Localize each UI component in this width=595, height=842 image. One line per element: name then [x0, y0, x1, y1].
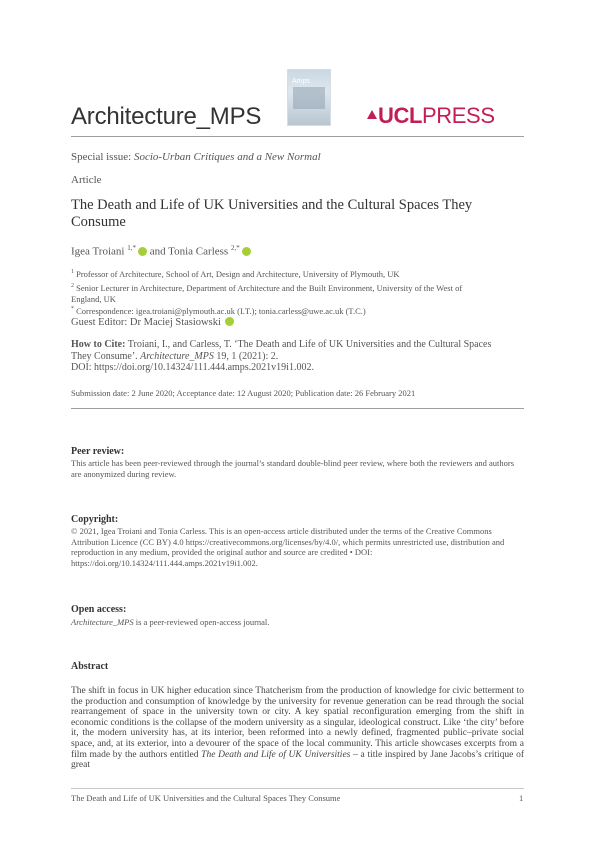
peer-review-text: This article has been peer-reviewed through the journal’s standard double-blind peer review, where both the reviewers and authors are anonymized during review. [71, 458, 515, 479]
dates-divider [71, 408, 524, 409]
article-type: Article [71, 174, 102, 186]
open-access-text: Architecture_MPS is a peer-reviewed open-access journal. [71, 617, 270, 627]
authors: Igea Troiani $^{1,*}$ and Tonia Carless $^{2,*}$ [71, 242, 251, 258]
copyright-heading: Copyright: [71, 514, 119, 525]
page-number: 1 [519, 793, 524, 803]
ucl-triangle-icon [367, 110, 377, 119]
open-access-heading: Open access: [71, 604, 127, 615]
affiliation-item: $^1$ Professor of Architecture, School of Art, Design and Architecture, University of Plymouth, UK [71, 268, 400, 279]
affiliations [71, 267, 491, 316]
cover-label: Amps [292, 78, 310, 85]
orcid-icon[interactable] [138, 247, 147, 256]
open-access-section [71, 604, 524, 628]
affiliation-item: $^2$ Senior Lecturer in Architecture, Department of Architecture and the Built Environment, University of the West of England, UK [71, 283, 463, 304]
peer-review-heading: Peer review: [71, 446, 125, 457]
copyright-text: © 2021, Igea Troiani and Tonia Carless. This is an open-access article distributed under the terms of the Creative Commons Attribution Licence (CC BY) 4.0 https://creativecommons.org/licenses/by/4.0/, which permits unrestricted use, distribution and reproduction in any medium, provided the original author and source are credited • DOI: https://doi.org/10.14324/111.444.amps.2021v19i1.002. [71, 526, 505, 568]
header-divider [71, 136, 524, 137]
article-title: The Death and Life of UK Universities and the Cultural Spaces They Consume [71, 197, 473, 230]
orcid-icon[interactable] [225, 317, 234, 326]
abstract-heading: Abstract [71, 661, 109, 672]
footer-divider [71, 788, 524, 789]
guest-editor: Guest Editor: Dr Maciej Stasiowski [71, 317, 234, 329]
special-issue: Special issue: Socio-Urban Critiques and a New Normal [71, 151, 321, 163]
copyright-section [71, 514, 524, 568]
peer-review-section [71, 446, 524, 479]
abstract-text: The shift in focus in UK higher education since Thatcherism from the production of knowledge for civic betterment to the production and consumption of knowledge by the university for revenue generation can be read through the social rearrangement of space in the university town or city. A key spatial reconfiguration emerging from the shift in economic conditions is the collapse of the modern university as a singular, ideological construct. Like ‘the city’ before it, the modern university has, at its interior, been reformed into a newly defined, fragmented public–private social space, and, at its exterior, into a devourer of the space of the local community. This article showcases excerpts from a film made by the authors entitled The Death and Life of UK Universities – a title inspired by Jane Jacobs’s critique of great [71, 686, 524, 771]
how-to-cite: How to Cite: Troiani, I., and Carless, T. ‘The Death and Life of UK Universities and the Cultural Spaces They Consume’. Architecture_MPS 19, 1 (2021): 2. DOI: https://doi.org/10.14324/111.444.amps.2021v19i1.002. [71, 339, 492, 373]
publisher-logo: UCLPRESS [367, 103, 495, 129]
citation-doi-link[interactable]: DOI: https://doi.org/10.14324/111.444.amps.2021v19i1.002. [71, 362, 314, 373]
journal-cover-thumbnail [287, 69, 331, 126]
journal-name: Architecture_MPS [71, 103, 262, 130]
affiliation-item: * Correspondence: igea.troiani@plymouth.ac.uk (I.T.); tonia.carless@uwe.ac.uk (T.C.) [71, 305, 366, 316]
cover-image [293, 87, 325, 109]
dates: Submission date: 2 June 2020; Acceptance date: 12 August 2020; Publication date: 26 February 2021 [71, 388, 416, 398]
running-title: The Death and Life of UK Universities and the Cultural Spaces They Consume [71, 793, 341, 803]
orcid-icon[interactable] [242, 247, 251, 256]
